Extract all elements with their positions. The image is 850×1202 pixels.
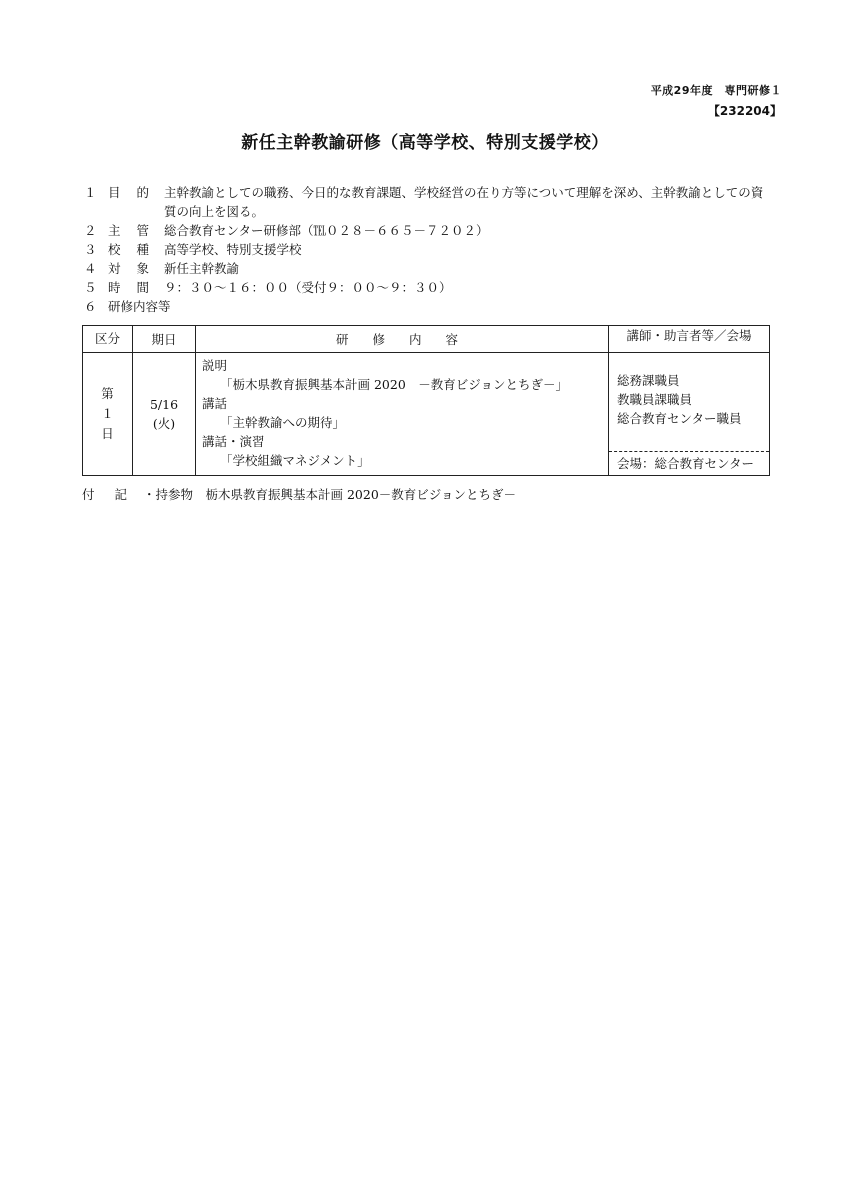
fiscal-year-label: 平成29年度 専門研修１ <box>650 84 782 97</box>
header-content: 研 修 内 容 <box>196 326 609 353</box>
content-cell <box>196 353 609 476</box>
lecturer-list <box>609 353 769 451</box>
division-char: 日 <box>101 426 114 441</box>
content-line: 講話 <box>202 396 228 411</box>
item-target <box>84 259 774 278</box>
item-label: 主 管 <box>108 223 155 238</box>
item-number: １ <box>84 185 97 200</box>
item-number: ２ <box>84 223 97 238</box>
item-label: 時 間 <box>108 280 155 295</box>
lecturer: 教職員課職員 <box>617 392 693 407</box>
header-date: 期日 <box>133 326 196 353</box>
item-text: ９：３０～１６：００（受付９：００～９：３０） <box>164 280 452 295</box>
item-label: 対 象 <box>108 261 155 276</box>
content-line: 「栃木県教育振興基本計画 2020 －教育ビジョンとちぎ－」 <box>220 377 569 392</box>
table-row <box>83 353 770 476</box>
table-header-row <box>83 326 770 353</box>
item-text: 新任主幹教諭 <box>164 261 240 276</box>
item-text: 総合教育センター研修部（℡０２８－６６５－７２０２） <box>164 223 489 238</box>
lecturer: 総合教育センター職員 <box>617 411 742 426</box>
date-value: 5/16 <box>149 397 179 412</box>
item-number: ３ <box>84 242 97 257</box>
content-line: 説明 <box>202 358 228 373</box>
item-text: 高等学校、特別支援学校 <box>164 242 302 257</box>
division-cell <box>83 353 133 476</box>
item-purpose <box>84 183 774 221</box>
division-char: 第 <box>101 386 114 401</box>
course-code: 【232204】 <box>707 104 782 118</box>
document-title: 新任主幹教諭研修（高等学校、特別支援学校） <box>241 133 609 153</box>
footnote-text: ・持参物 栃木県教育振興基本計画 2020－教育ビジョンとちぎ－ <box>142 487 517 502</box>
item-organizer <box>84 221 774 240</box>
lecturers-cell <box>609 353 770 476</box>
item-label: 目 的 <box>108 185 155 200</box>
item-label: 校 種 <box>108 242 155 257</box>
venue: 会場：総合教育センター <box>609 451 769 475</box>
weekday-value: (火) <box>152 416 176 431</box>
content-line: 「主幹教諭への期待」 <box>220 415 346 430</box>
item-number: ６ <box>84 299 97 314</box>
item-time <box>84 278 774 297</box>
lecturer: 総務課職員 <box>617 373 680 388</box>
footnote-label: 付 記 <box>82 487 135 502</box>
item-text: 主幹教諭としての職務、今日的な教育課題、学校経営の在り方等について理解を深め、主幹教諭としての資質の向上を図る。 <box>164 185 764 219</box>
content-line: 「学校組織マネジメント」 <box>220 453 370 468</box>
date-cell <box>133 353 196 476</box>
item-number: ４ <box>84 261 97 276</box>
item-school-type <box>84 240 774 259</box>
item-number: ５ <box>84 280 97 295</box>
item-content-heading <box>84 297 774 316</box>
header-division: 区分 <box>83 326 133 353</box>
item-label: 研修内容等 <box>108 299 171 314</box>
schedule-table <box>82 325 770 476</box>
footnote <box>82 485 516 504</box>
content-line: 講話・演習 <box>202 434 265 449</box>
division-char: １ <box>101 406 114 421</box>
header-lecturers: 講師・助言者等／会場 <box>609 326 770 353</box>
overview-list <box>84 183 774 316</box>
